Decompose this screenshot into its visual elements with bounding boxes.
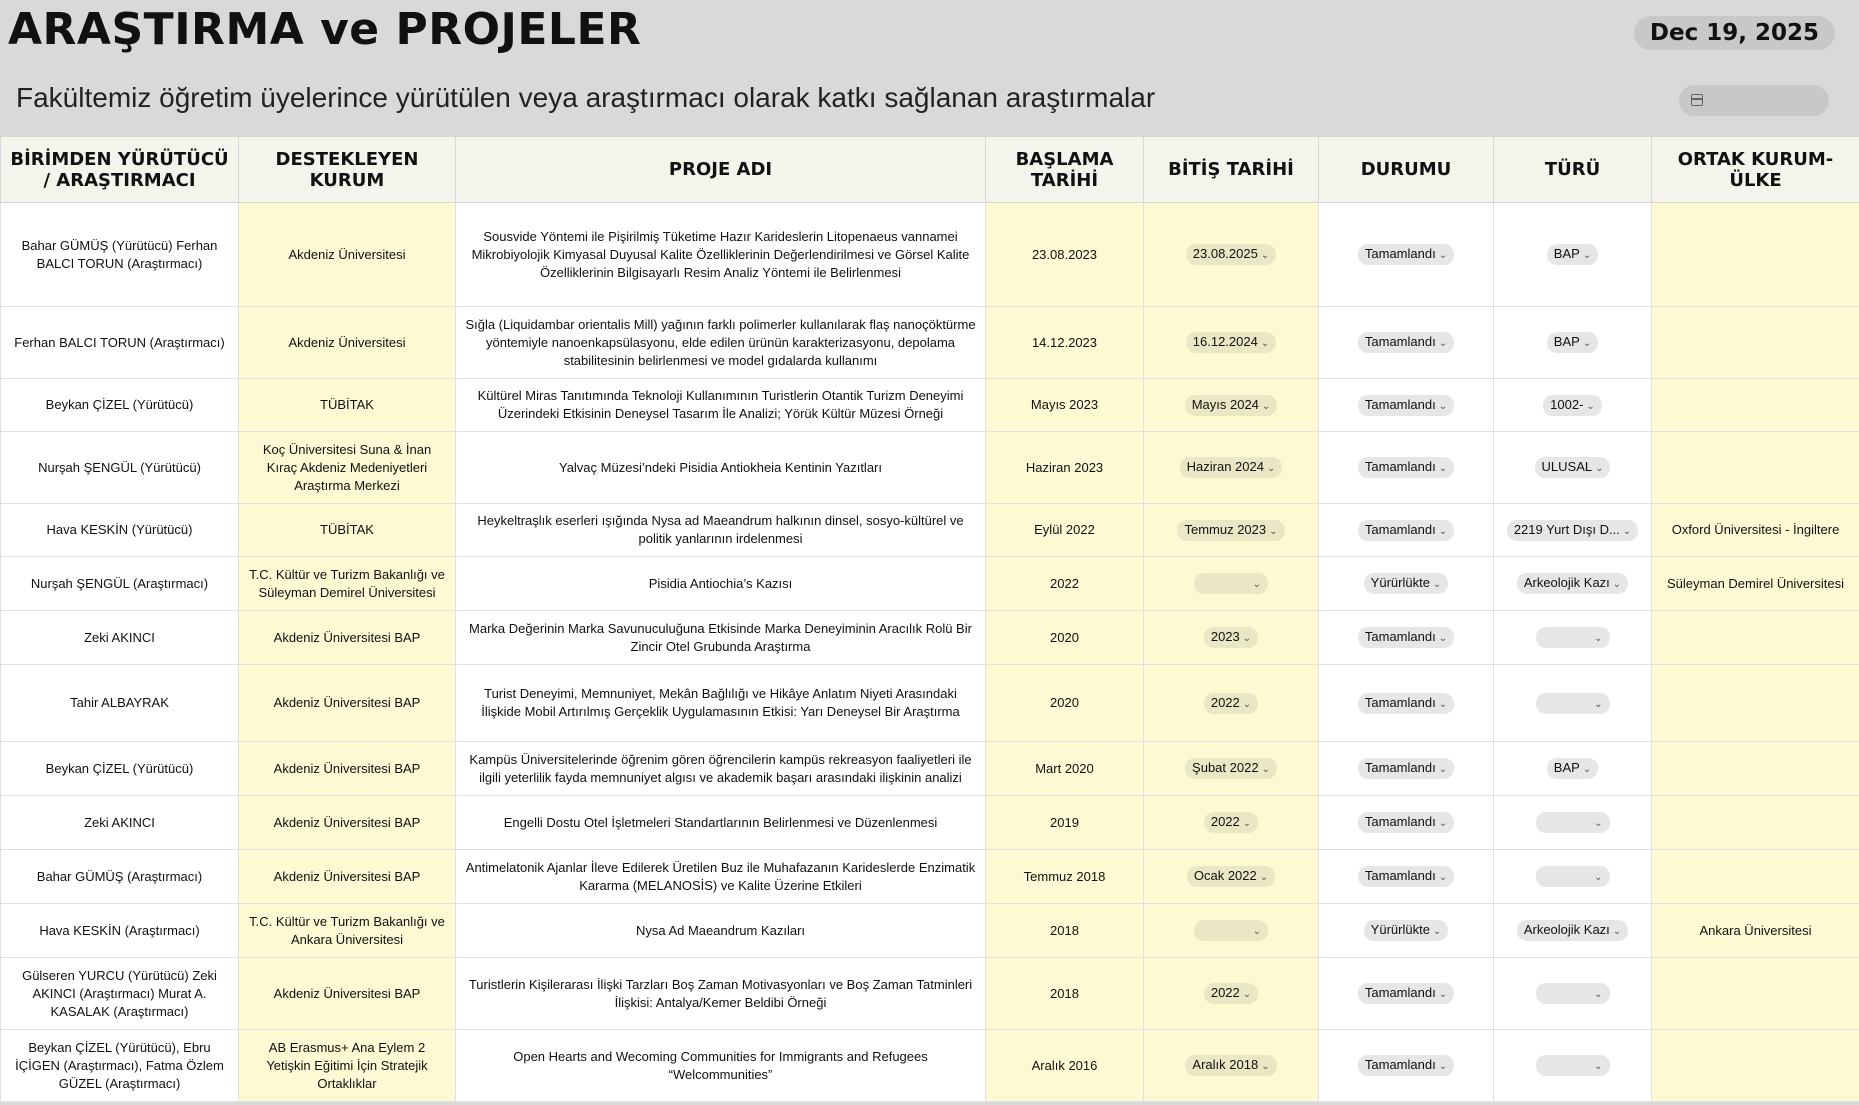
durum-dropdown[interactable] <box>1358 520 1454 541</box>
bitis-cell <box>1144 504 1319 557</box>
cell-ortak <box>1652 307 1859 379</box>
cell-ortak <box>1652 203 1859 307</box>
cell-kurum: Akdeniz Üniversitesi BAP <box>239 958 456 1030</box>
page-subtitle: Fakültemiz öğretim üyelerince yürütülen veya araştırmacı olarak katkı sağlanan araştırmalar <box>16 82 1156 113</box>
bitis-value: Şubat 2022 <box>1192 760 1259 775</box>
table-row <box>1 203 1859 307</box>
cell-arastirmaci: Beykan ÇİZEL (Yürütücü) <box>1 379 239 432</box>
cell-arastirmaci: Hava KESKİN (Araştırmacı) <box>1 904 239 958</box>
cell-ortak <box>1652 742 1859 796</box>
cell-proje: Sığla (Liquidambar orientalis Mill) yağının farklı polimerler kullanılarak flaş nanoçöktürme yöntemiyle nanoenkapsülasyonu, elde edilen ürünün karakterizasyonu, depolama stabilitesinin belirlenmesi ve model gıdalarda kullanımı <box>456 307 986 379</box>
durum-cell <box>1319 850 1494 904</box>
cell-arastirmaci: Nurşah ŞENGÜL (Yürütücü) <box>1 432 239 504</box>
cell-kurum: TÜBİTAK <box>239 379 456 432</box>
durum-dropdown[interactable] <box>1358 244 1454 265</box>
bitis-value: 23.08.2025 <box>1192 246 1258 261</box>
durum-cell <box>1319 432 1494 504</box>
durum-cell <box>1319 796 1494 850</box>
chevron-down-icon: ⌄ <box>1432 579 1442 590</box>
chevron-down-icon: ⌄ <box>1594 818 1603 829</box>
column-header-bitis: BİTİŞ TARİHİ <box>1144 137 1319 203</box>
durum-value: Tamamlandı <box>1364 868 1436 883</box>
durum-cell <box>1319 307 1494 379</box>
cell-proje: Sousvide Yöntemi ile Pişirilmiş Tüketime Hazır Karideslerin Litopenaeus vannamei Mikrobiyolojik Kimyasal Duyusal Kalite Özelliklerinin Değerlendirilmesi ve Görsel Kalite Özelliklerinin Bilgisayarlı Resim Analiz Yöntemi ile Belirlenmesi <box>456 203 986 307</box>
tur-cell <box>1494 850 1652 904</box>
page-header <box>0 0 1859 136</box>
cell-arastirmaci: Zeki AKINCI <box>1 611 239 665</box>
tur-dropdown[interactable] <box>1547 758 1598 779</box>
cell-baslama: 2022 <box>986 557 1144 611</box>
cell-kurum: TÜBİTAK <box>239 504 456 557</box>
table-row <box>1 850 1859 904</box>
durum-value: Tamamlandı <box>1364 396 1436 412</box>
table-body <box>1 203 1859 1102</box>
bitis-dropdown[interactable] <box>1194 573 1268 594</box>
bitis-cell <box>1144 850 1319 904</box>
durum-value: Tamamlandı <box>1364 459 1436 474</box>
chevron-down-icon: ⌄ <box>1259 872 1269 883</box>
cell-kurum: T.C. Kültür ve Turizm Bakanlığı ve Ankara Üniversitesi <box>239 904 456 958</box>
table-row <box>1 432 1859 504</box>
tur-cell <box>1494 307 1652 379</box>
cell-baslama: Mart 2020 <box>986 742 1144 796</box>
bitis-dropdown[interactable] <box>1194 920 1268 941</box>
cell-baslama: Aralık 2016 <box>986 1030 1144 1102</box>
tur-cell <box>1494 958 1652 1030</box>
bitis-value: Mayıs 2024 <box>1191 396 1259 412</box>
chevron-down-icon: ⌄ <box>1438 818 1448 829</box>
chevron-down-icon: ⌄ <box>1438 872 1448 883</box>
chevron-down-icon: ⌄ <box>1438 525 1448 537</box>
bitis-dropdown[interactable] <box>1204 627 1258 648</box>
bitis-cell <box>1144 742 1319 796</box>
chevron-down-icon: ⌄ <box>1438 989 1448 1000</box>
durum-value: Tamamlandı <box>1364 985 1436 1000</box>
cell-baslama: Haziran 2023 <box>986 432 1144 504</box>
calendar-icon <box>1691 94 1703 106</box>
durum-cell <box>1319 742 1494 796</box>
tur-dropdown[interactable] <box>1536 812 1610 833</box>
cell-arastirmaci: Gülseren YURCU (Yürütücü) Zeki AKINCI (Araştırmacı) Murat A. KASALAK (Araştırmacı) <box>1 958 239 1030</box>
tur-dropdown[interactable] <box>1517 573 1628 594</box>
bitis-value: Aralık 2018 <box>1192 1057 1259 1072</box>
bitis-cell <box>1144 203 1319 307</box>
chevron-down-icon: ⌄ <box>1594 698 1603 710</box>
bitis-cell <box>1144 432 1319 504</box>
chevron-down-icon: ⌄ <box>1594 872 1603 883</box>
durum-cell <box>1319 379 1494 432</box>
cell-arastirmaci: Beykan ÇİZEL (Yürütücü) <box>1 742 239 796</box>
chevron-down-icon: ⌄ <box>1242 818 1252 829</box>
chevron-down-icon: ⌄ <box>1622 525 1632 537</box>
table-row <box>1 611 1859 665</box>
cell-arastirmaci: Hava KESKİN (Yürütücü) <box>1 504 239 557</box>
bitis-dropdown[interactable] <box>1186 332 1276 353</box>
table-row <box>1 904 1859 958</box>
column-header-baslama: BAŞLAMA TARİHİ <box>986 137 1144 203</box>
chevron-down-icon: ⌄ <box>1438 633 1448 644</box>
tur-cell <box>1494 379 1652 432</box>
table-row <box>1 307 1859 379</box>
column-header-tur: TÜRÜ <box>1494 137 1652 203</box>
table-row <box>1 504 1859 557</box>
cell-proje: Antimelatonik Ajanlar İleve Edilerek Üretilen Buz ile Muhafazanın Karideslerde Enzimatik Kararma (MELANOSİS) ve Kalite Üzerine Etkileri <box>456 850 986 904</box>
cell-kurum: Akdeniz Üniversitesi <box>239 203 456 307</box>
chevron-down-icon: ⌄ <box>1269 525 1278 537</box>
chevron-down-icon: ⌄ <box>1252 926 1261 937</box>
tur-dropdown[interactable] <box>1543 395 1602 416</box>
table-row <box>1 796 1859 850</box>
tur-value: Arkeolojik Kazı <box>1523 922 1610 937</box>
durum-dropdown[interactable] <box>1358 866 1454 887</box>
durum-cell <box>1319 504 1494 557</box>
cell-ortak <box>1652 379 1859 432</box>
durum-dropdown[interactable] <box>1358 332 1454 353</box>
cell-ortak: Oxford Üniversitesi - İngiltere <box>1652 504 1859 557</box>
tur-cell <box>1494 432 1652 504</box>
chevron-down-icon: ⌄ <box>1594 989 1603 1000</box>
column-header-ortak: ORTAK KURUM-ÜLKE <box>1652 137 1859 203</box>
durum-value: Yürürlükte <box>1370 922 1430 937</box>
page-title: ARAŞTIRMA ve PROJELER <box>8 4 642 55</box>
cell-baslama: 2020 <box>986 665 1144 742</box>
cell-arastirmaci: Ferhan BALCI TORUN (Araştırmacı) <box>1 307 239 379</box>
table-row <box>1 665 1859 742</box>
bitis-dropdown[interactable] <box>1180 457 1283 478</box>
durum-value: Tamamlandı <box>1364 1057 1436 1072</box>
tur-cell <box>1494 611 1652 665</box>
bitis-cell <box>1144 958 1319 1030</box>
cell-ortak <box>1652 850 1859 904</box>
column-header-kurum: DESTEKLEYEN KURUM <box>239 137 456 203</box>
tur-cell <box>1494 504 1652 557</box>
tur-value: BAP <box>1553 334 1580 349</box>
cell-kurum: T.C. Kültür ve Turizm Bakanlığı ve Süleyman Demirel Üniversitesi <box>239 557 456 611</box>
bitis-value: Ocak 2022 <box>1193 868 1257 883</box>
projects-table <box>0 136 1859 1102</box>
cell-kurum: Akdeniz Üniversitesi BAP <box>239 665 456 742</box>
bitis-cell <box>1144 1030 1319 1102</box>
bitis-dropdown[interactable] <box>1204 812 1258 833</box>
chevron-down-icon: ⌄ <box>1595 463 1604 474</box>
cell-arastirmaci: Tahir ALBAYRAK <box>1 665 239 742</box>
cell-ortak <box>1652 1030 1859 1102</box>
chevron-down-icon: ⌄ <box>1260 338 1270 349</box>
durum-value: Yürürlükte <box>1370 575 1430 590</box>
cell-arastirmaci: Bahar GÜMÜŞ (Araştırmacı) <box>1 850 239 904</box>
chevron-down-icon: ⌄ <box>1582 250 1592 261</box>
tur-cell <box>1494 796 1652 850</box>
cell-baslama: 2020 <box>986 611 1144 665</box>
chevron-down-icon: ⌄ <box>1261 1061 1270 1072</box>
chevron-down-icon: ⌄ <box>1586 400 1595 412</box>
chevron-down-icon: ⌄ <box>1582 338 1592 349</box>
bitis-value: 2022 <box>1210 694 1240 710</box>
durum-dropdown[interactable] <box>1358 395 1454 416</box>
chevron-down-icon: ⌄ <box>1594 633 1603 644</box>
tur-value: ULUSAL <box>1541 459 1593 474</box>
tur-dropdown[interactable] <box>1536 627 1610 648</box>
bitis-value: 16.12.2024 <box>1192 334 1258 349</box>
durum-cell <box>1319 203 1494 307</box>
cell-proje: Engelli Dostu Otel İşletmeleri Standartlarının Belirlenmesi ve Düzenlenmesi <box>456 796 986 850</box>
bitis-cell <box>1144 611 1319 665</box>
chevron-down-icon: ⌄ <box>1594 1061 1603 1072</box>
bitis-dropdown[interactable] <box>1204 693 1258 714</box>
tur-value: 2219 Yurt Dışı D... <box>1513 521 1620 537</box>
bitis-dropdown[interactable] <box>1185 1055 1276 1076</box>
cell-baslama: 2018 <box>986 904 1144 958</box>
chevron-down-icon: ⌄ <box>1438 400 1448 412</box>
chevron-down-icon: ⌄ <box>1242 698 1252 710</box>
cell-ortak <box>1652 796 1859 850</box>
tur-cell <box>1494 742 1652 796</box>
durum-value: Tamamlandı <box>1364 334 1436 349</box>
bitis-cell <box>1144 904 1319 958</box>
durum-cell <box>1319 611 1494 665</box>
bitis-cell <box>1144 307 1319 379</box>
table-row <box>1 379 1859 432</box>
durum-dropdown[interactable] <box>1358 983 1454 1004</box>
durum-value: Tamamlandı <box>1364 629 1436 644</box>
tur-value: BAP <box>1553 246 1580 261</box>
bitis-cell <box>1144 557 1319 611</box>
chevron-down-icon: ⌄ <box>1438 1061 1448 1072</box>
column-header-arastirmaci: BİRİMDEN YÜRÜTÜCÜ / ARAŞTIRMACI <box>1 137 239 203</box>
durum-dropdown[interactable] <box>1358 812 1454 833</box>
chevron-down-icon: ⌄ <box>1438 463 1448 474</box>
cell-arastirmaci: Beykan ÇİZEL (Yürütücü), Ebru İÇİGEN (Araştırmacı), Fatma Özlem GÜZEL (Araştırmacı) <box>1 1030 239 1102</box>
cell-proje: Kültürel Miras Tanıtımında Teknoloji Kullanımının Turistlerin Otantik Turizm Deneyimi Üzerindeki Etkisinin Deneysel Tasarım İle Analizi; Yörük Kültür Müzesi Örneği <box>456 379 986 432</box>
cell-kurum: AB Erasmus+ Ana Eylem 2 Yetişkin Eğitimi İçin Stratejik Ortaklıklar <box>239 1030 456 1102</box>
cell-baslama: 2018 <box>986 958 1144 1030</box>
bitis-cell <box>1144 665 1319 742</box>
chevron-down-icon: ⌄ <box>1612 926 1622 937</box>
cell-baslama: Eylül 2022 <box>986 504 1144 557</box>
chevron-down-icon: ⌄ <box>1252 579 1261 590</box>
table-row <box>1 742 1859 796</box>
bitis-dropdown[interactable] <box>1185 395 1278 416</box>
durum-value: Tamamlandı <box>1364 246 1436 261</box>
chevron-down-icon: ⌄ <box>1432 926 1442 937</box>
tur-dropdown[interactable] <box>1536 866 1610 887</box>
durum-cell <box>1319 1030 1494 1102</box>
durum-dropdown[interactable] <box>1358 1055 1454 1076</box>
bitis-dropdown[interactable] <box>1187 866 1275 887</box>
durum-dropdown[interactable] <box>1358 758 1454 779</box>
chevron-down-icon: ⌄ <box>1260 250 1270 261</box>
bitis-cell <box>1144 379 1319 432</box>
bitis-cell <box>1144 796 1319 850</box>
cell-ortak <box>1652 665 1859 742</box>
bitis-value: 2022 <box>1210 985 1240 1000</box>
tur-cell <box>1494 557 1652 611</box>
bitis-dropdown[interactable] <box>1186 244 1276 265</box>
cell-baslama: Temmuz 2018 <box>986 850 1144 904</box>
tur-cell <box>1494 203 1652 307</box>
date-filter-input[interactable] <box>1679 85 1829 116</box>
table-row <box>1 958 1859 1030</box>
cell-proje: Pisidia Antiochia’s Kazısı <box>456 557 986 611</box>
cell-proje: Marka Değerinin Marka Savunuculuğuna Etkisinde Marka Deneyiminin Aracılık Rolü Bir Zincir Otel Grubunda Araştırma <box>456 611 986 665</box>
cell-arastirmaci: Bahar GÜMÜŞ (Yürütücü) Ferhan BALCI TORUN (Araştırmacı) <box>1 203 239 307</box>
chevron-down-icon: ⌄ <box>1438 764 1448 775</box>
chevron-down-icon: ⌄ <box>1242 633 1252 644</box>
date-display: Dec 19, 2025 <box>1634 16 1835 50</box>
cell-baslama: 14.12.2023 <box>986 307 1144 379</box>
tur-cell <box>1494 904 1652 958</box>
chevron-down-icon: ⌄ <box>1261 764 1270 775</box>
cell-arastirmaci: Nurşah ŞENGÜL (Araştırmacı) <box>1 557 239 611</box>
tur-value: Arkeolojik Kazı <box>1523 575 1610 590</box>
cell-ortak <box>1652 611 1859 665</box>
tur-value: 1002- <box>1550 396 1584 412</box>
cell-kurum: Akdeniz Üniversitesi BAP <box>239 611 456 665</box>
durum-cell <box>1319 958 1494 1030</box>
durum-dropdown[interactable] <box>1358 693 1454 714</box>
chevron-down-icon: ⌄ <box>1266 463 1276 474</box>
durum-value: Tamamlandı <box>1364 760 1436 775</box>
table-row <box>1 1030 1859 1102</box>
durum-cell <box>1319 557 1494 611</box>
tur-dropdown[interactable] <box>1535 457 1611 478</box>
cell-kurum: Akdeniz Üniversitesi BAP <box>239 742 456 796</box>
cell-baslama: 2019 <box>986 796 1144 850</box>
bitis-dropdown[interactable] <box>1204 983 1258 1004</box>
cell-baslama: 23.08.2023 <box>986 203 1144 307</box>
durum-value: Tamamlandı <box>1364 694 1436 710</box>
chevron-down-icon: ⌄ <box>1438 250 1448 261</box>
bitis-dropdown[interactable] <box>1177 520 1284 541</box>
durum-cell <box>1319 904 1494 958</box>
cell-proje: Nysa Ad Maeandrum Kazıları <box>456 904 986 958</box>
chevron-down-icon: ⌄ <box>1582 764 1592 775</box>
tur-dropdown[interactable] <box>1507 520 1638 541</box>
tur-dropdown[interactable] <box>1536 1055 1610 1076</box>
durum-dropdown[interactable] <box>1358 457 1454 478</box>
durum-value: Tamamlandı <box>1364 814 1436 829</box>
tur-dropdown[interactable] <box>1536 693 1610 714</box>
column-header-durum: DURUMU <box>1319 137 1494 203</box>
durum-dropdown[interactable] <box>1364 573 1449 594</box>
tur-dropdown[interactable] <box>1536 983 1610 1004</box>
chevron-down-icon: ⌄ <box>1612 579 1622 590</box>
cell-proje: Turist Deneyimi, Memnuniyet, Mekân Bağlılığı ve Hikâye Anlatım Niyeti Arasındaki İlişkide Mobil Artırılmış Gerçeklik Uygulamasının Etkisi: Yarı Deneysel Bir Araştırma <box>456 665 986 742</box>
chevron-down-icon: ⌄ <box>1438 698 1448 710</box>
cell-proje: Turistlerin Kişilerarası İlişki Tarzları Boş Zaman Motivasyonları ve Boş Zaman Tatminleri İlişkisi: Antalya/Kemer Beldibi Örneği <box>456 958 986 1030</box>
bitis-value: 2023 <box>1210 629 1240 644</box>
cell-ortak <box>1652 958 1859 1030</box>
cell-kurum: Akdeniz Üniversitesi <box>239 307 456 379</box>
cell-kurum: Akdeniz Üniversitesi BAP <box>239 850 456 904</box>
cell-ortak: Süleyman Demirel Üniversitesi <box>1652 557 1859 611</box>
bitis-dropdown[interactable] <box>1185 758 1277 779</box>
durum-cell <box>1319 665 1494 742</box>
chevron-down-icon: ⌄ <box>1242 989 1252 1000</box>
tur-dropdown[interactable] <box>1517 920 1628 941</box>
tur-dropdown[interactable] <box>1547 244 1598 265</box>
cell-proje: Heykeltraşlık eserleri ışığında Nysa ad Maeandrum halkının dinsel, sosyo-kültürel ve politik yanlarının irdelenmesi <box>456 504 986 557</box>
table-row <box>1 557 1859 611</box>
cell-kurum: Koç Üniversitesi Suna & İnan Kıraç Akdeniz Medeniyetleri Araştırma Merkezi <box>239 432 456 504</box>
cell-arastirmaci: Zeki AKINCI <box>1 796 239 850</box>
cell-proje: Open Hearts and Wecoming Communities for Immigrants and Refugees “Welcommunities” <box>456 1030 986 1102</box>
bitis-value: Haziran 2024 <box>1186 459 1264 474</box>
bitis-value: Temmuz 2023 <box>1184 521 1267 537</box>
cell-proje: Yalvaç Müzesi’ndeki Pisidia Antiokheia Kentinin Yazıtları <box>456 432 986 504</box>
tur-cell <box>1494 1030 1652 1102</box>
bitis-value: 2022 <box>1210 814 1240 829</box>
durum-value: Tamamlandı <box>1364 521 1436 537</box>
cell-kurum: Akdeniz Üniversitesi BAP <box>239 796 456 850</box>
tur-dropdown[interactable] <box>1547 332 1598 353</box>
tur-value: BAP <box>1553 760 1580 775</box>
durum-dropdown[interactable] <box>1358 627 1454 648</box>
table-header-row <box>1 137 1859 203</box>
cell-proje: Kampüs Üniversitelerinde öğrenim gören öğrencilerin kampüs rekreasyon faaliyetleri ile ilgili yeterlilik fayda memnuniyet algısı ve akademik başarı arasındaki ilişkinin analizi <box>456 742 986 796</box>
tur-cell <box>1494 665 1652 742</box>
column-header-proje: PROJE ADI <box>456 137 986 203</box>
cell-ortak <box>1652 432 1859 504</box>
cell-ortak: Ankara Üniversitesi <box>1652 904 1859 958</box>
chevron-down-icon: ⌄ <box>1261 400 1271 412</box>
chevron-down-icon: ⌄ <box>1438 338 1448 349</box>
durum-dropdown[interactable] <box>1364 920 1449 941</box>
cell-baslama: Mayıs 2023 <box>986 379 1144 432</box>
